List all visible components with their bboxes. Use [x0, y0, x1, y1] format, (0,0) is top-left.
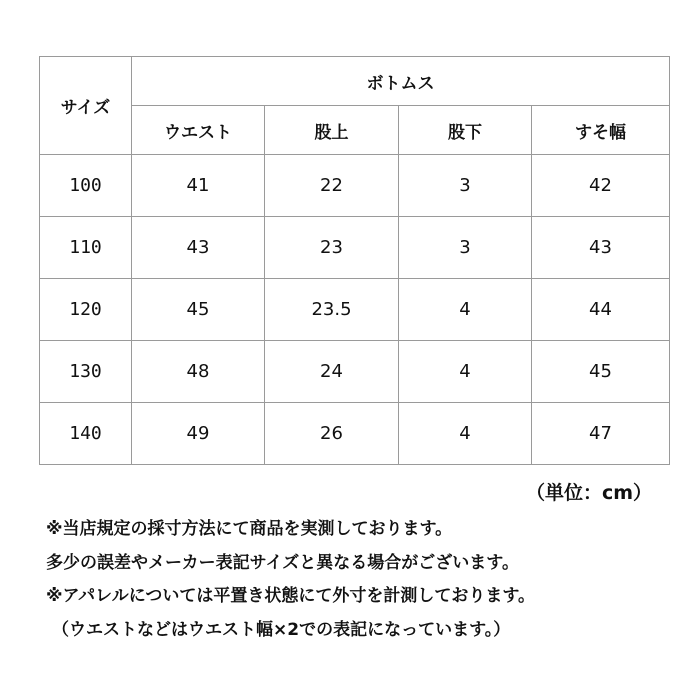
rise-cell: 22 — [265, 155, 399, 217]
rise-cell: 24 — [265, 341, 399, 403]
waist-cell: 48 — [132, 341, 265, 403]
hem-width-cell: 43 — [532, 217, 670, 279]
waist-cell: 45 — [132, 279, 265, 341]
rise-cell: 26 — [265, 403, 399, 465]
note-line: 多少の誤差やメーカー表記サイズと異なる場合がございます。 — [46, 552, 519, 573]
hem-width-cell: 44 — [532, 279, 670, 341]
column-header-waist: ウエスト — [132, 106, 265, 155]
waist-cell: 43 — [132, 217, 265, 279]
hem-width-cell: 42 — [532, 155, 670, 217]
bottoms-group-header: ボトムス — [132, 57, 670, 106]
inseam-cell: 3 — [399, 155, 532, 217]
size-table — [39, 56, 670, 465]
rise-cell: 23 — [265, 217, 399, 279]
table-header-row — [40, 57, 670, 106]
note-line: （ウエストなどはウエスト幅×2での表記になっています。） — [52, 619, 511, 640]
table-row — [40, 155, 670, 217]
measurement-notes — [46, 513, 686, 647]
table-row — [40, 403, 670, 465]
note-line: ※当店規定の採寸方法にて商品を実測しております。 — [46, 519, 453, 539]
column-header-hem-width: すそ幅 — [532, 106, 670, 155]
column-header-inseam: 股下 — [399, 106, 532, 155]
hem-width-cell: 45 — [532, 341, 670, 403]
column-header-rise: 股上 — [265, 106, 399, 155]
size-cell: 120 — [40, 279, 132, 341]
size-cell: 100 — [40, 155, 132, 217]
unit-note: （単位：cm） — [525, 482, 652, 504]
table-row — [40, 341, 670, 403]
table-subheader-row — [40, 106, 670, 155]
size-cell: 140 — [40, 403, 132, 465]
table-row — [40, 217, 670, 279]
table-row — [40, 279, 670, 341]
waist-cell: 49 — [132, 403, 265, 465]
inseam-cell: 3 — [399, 217, 532, 279]
waist-cell: 41 — [132, 155, 265, 217]
inseam-cell: 4 — [399, 279, 532, 341]
rise-cell: 23.5 — [265, 279, 399, 341]
note-line: ※アパレルについては平置き状態にて外寸を計測しております。 — [46, 586, 536, 606]
size-cell: 110 — [40, 217, 132, 279]
inseam-cell: 4 — [399, 403, 532, 465]
size-cell: 130 — [40, 341, 132, 403]
hem-width-cell: 47 — [532, 403, 670, 465]
inseam-cell: 4 — [399, 341, 532, 403]
size-column-header: サイズ — [40, 57, 132, 155]
